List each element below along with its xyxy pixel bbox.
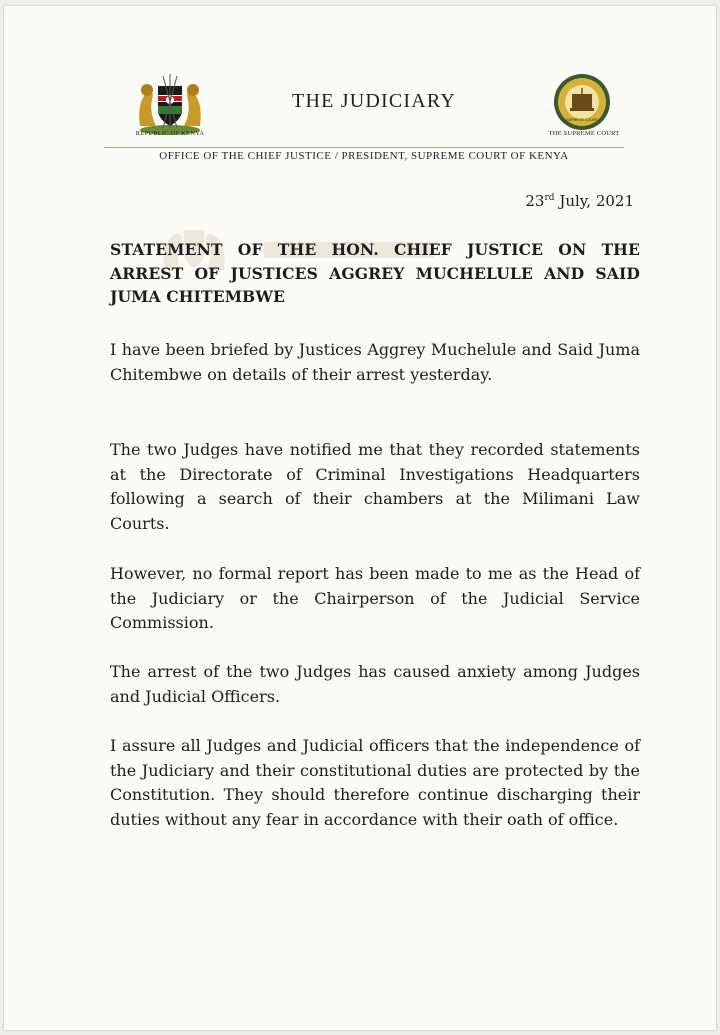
paragraph-2: The two Judges have notified me that they recorded statements at the Directorate of Criminal Investigations Headquarters following a search of their chambers at the Milimani Law Courts. (110, 440, 640, 533)
seal-text: SUPREME COURT (566, 118, 598, 122)
letterhead-divider (104, 147, 624, 148)
paragraph-5: I assure all Judges and Judicial officers that the independence of the Judiciary and their constitutional duties are protected by the Constitution. They should therefore continue discharging their duties without any fear in accordance with their oath of office. (110, 736, 640, 829)
paragraph-4: The arrest of the two Judges has caused anxiety among Judges and Judicial Officers. (110, 662, 640, 706)
letterhead (4, 6, 716, 176)
seal-caption: THE SUPREME COURT (548, 130, 620, 137)
statement-headline: STATEMENT OF THE HON. CHIEF JUSTICE ON THE ARREST OF JUSTICES AGGREY MUCHELULE AND SAID JUMA CHITEMBWE (110, 240, 640, 306)
paragraph-1: I have been briefed by Justices Aggrey Muchelule and Said Juma Chitembwe on details of their arrest yesterday. (110, 340, 640, 384)
paragraph-3: However, no formal report has been made to me as the Head of the Judiciary or the Chairperson of the Judicial Service Commission. (110, 564, 640, 632)
date-day: 23 (525, 192, 545, 210)
date-suffix: rd (544, 193, 555, 203)
office-line: OFFICE OF THE CHIEF JUSTICE / PRESIDENT, SUPREME COURT OF KENYA (159, 150, 569, 162)
coat-of-arms-caption: REPUBLIC OF KENYA (135, 130, 205, 137)
supreme-court-seal-icon (552, 72, 612, 132)
date-rest: July, 2021 (554, 192, 634, 210)
letterhead-title: THE JUDICIARY (292, 90, 456, 112)
document-page (4, 6, 716, 1030)
document-date (444, 192, 634, 210)
